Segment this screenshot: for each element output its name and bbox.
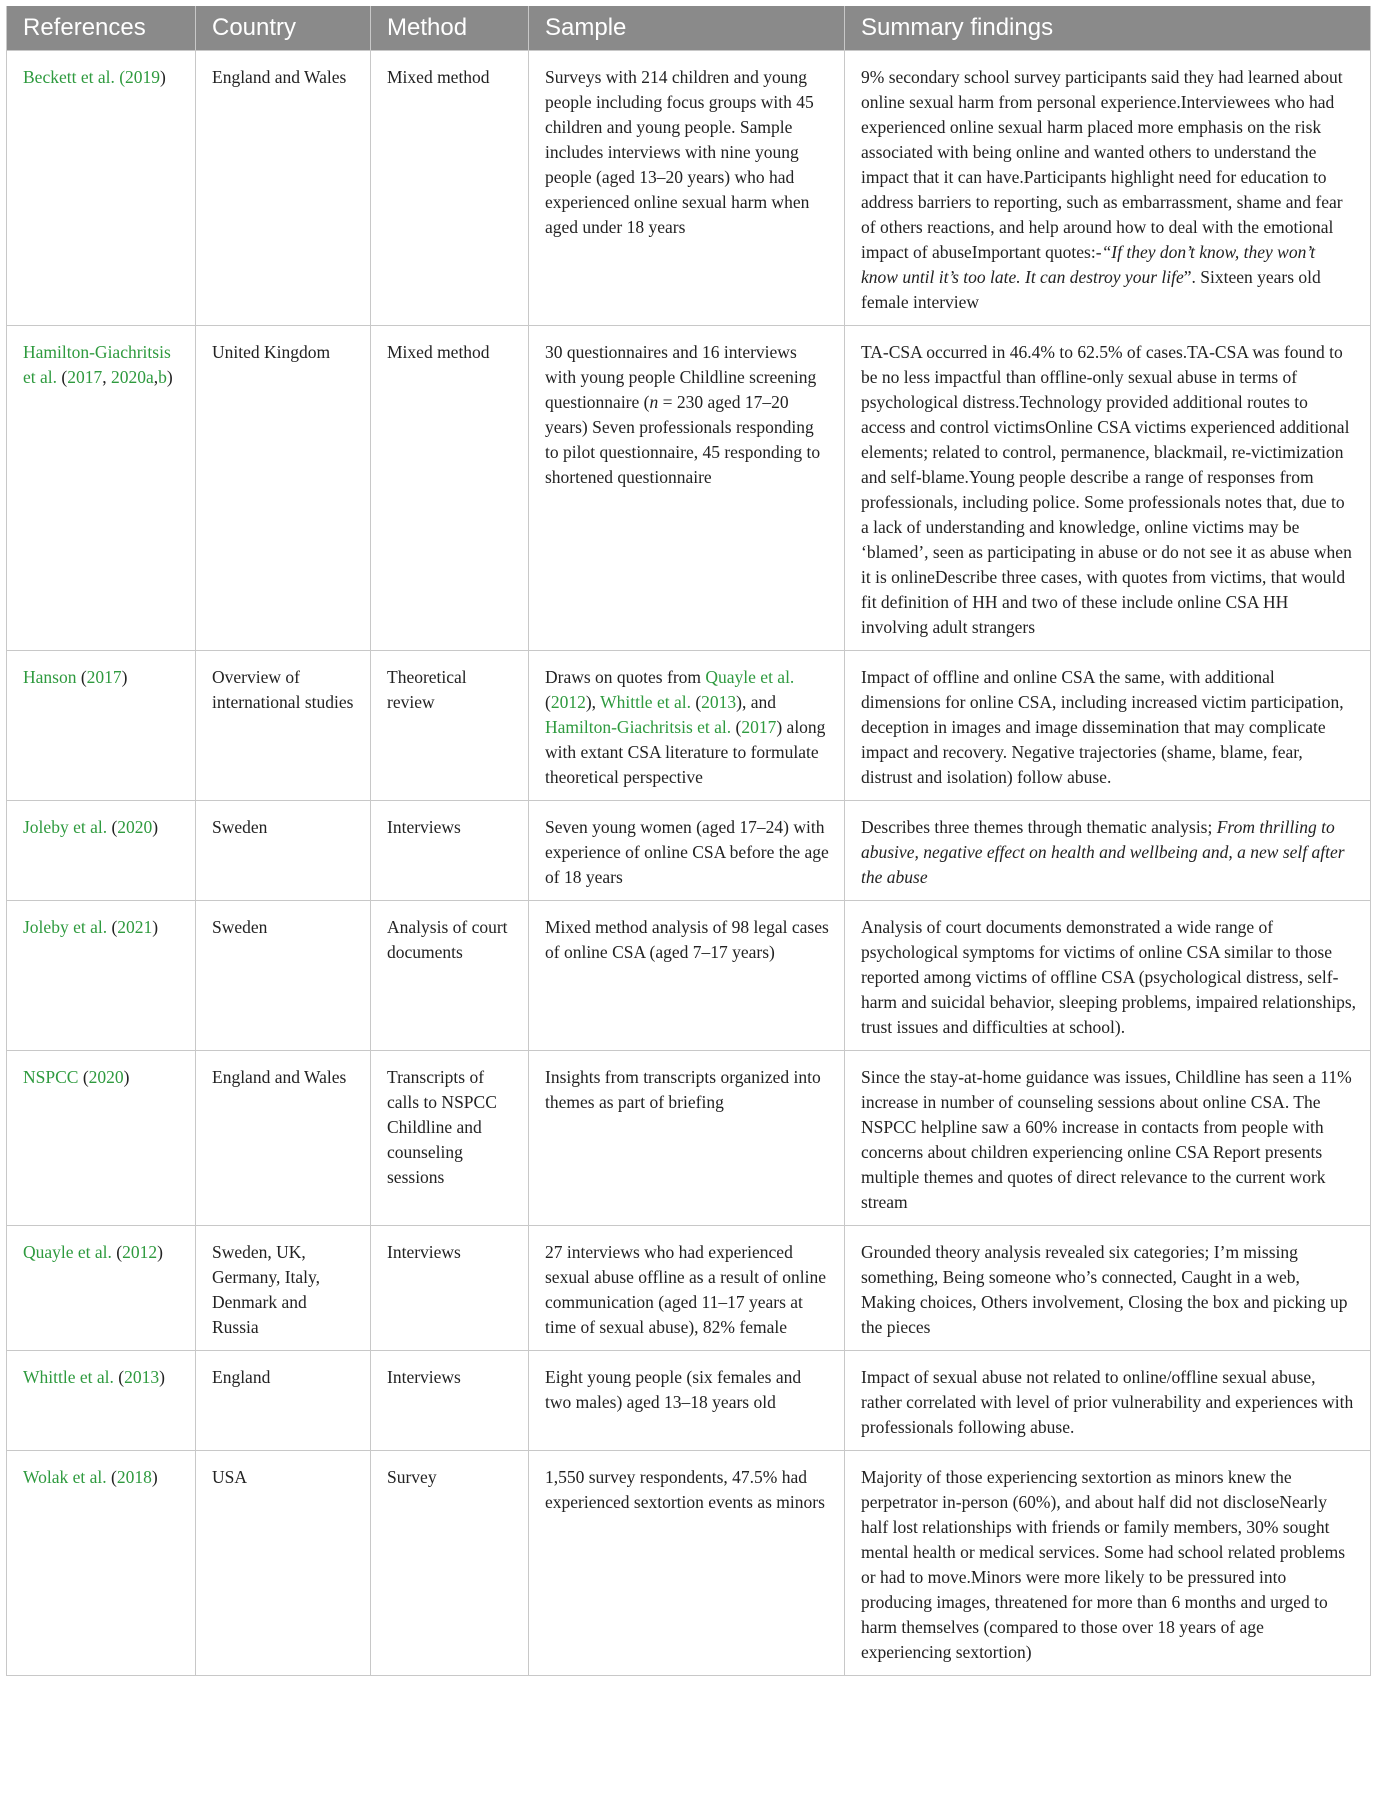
cell-sample: Seven young women (aged 17–24) with experience of online CSA before the age of 18 years [529, 801, 845, 901]
header-sample: Sample [529, 6, 845, 51]
quote-italic: “If they don’t know, they won’t know until it’s too late. It can destroy your life [861, 242, 1316, 287]
finding-line: Minors were more likely to be pressured into producing images, threatened for more than 6 months and urged to harm themselves (compared to those over 18 years of age experiencing sextortion) [861, 1567, 1328, 1662]
finding-line: Analysis of court documents demonstrated a wide range of psychological symptoms for victims of online CSA similar to those reported among victims of offline CSA (psychological distress, self-harm and suicidal behavior, sleeping problems, impaired relationships, trust issues and difficulties at school). [861, 917, 1357, 1037]
cell-country: England and Wales [196, 51, 371, 326]
citation-text: ) [152, 917, 159, 937]
finding-line: Since the stay-at-home guidance was issues, Childline has seen a 11% increase in number of counseling sessions about online CSA. The NSPCC helpline saw a 60% increase in contacts from people with concerns about children experiencing online CSA Report presents multiple themes and quotes of direct relevance to the current work stream [861, 1067, 1352, 1212]
cell-sample [529, 651, 845, 801]
table-row [7, 51, 1371, 326]
cell-reference [7, 1351, 196, 1451]
table-row [7, 1351, 1371, 1451]
cell-findings [845, 651, 1371, 801]
cell-reference [7, 51, 196, 326]
finding-line: Describe three cases, with quotes from victims, that would fit definition of HH and two of these include online CSA HH involving adult strangers [861, 567, 1346, 637]
citation-link[interactable]: Whittle et al. [23, 1367, 114, 1387]
citation-link[interactable]: 2013 [124, 1367, 160, 1387]
citation-link[interactable]: 2018 [116, 1467, 152, 1487]
cell-sample [529, 326, 845, 651]
cell-reference [7, 651, 196, 801]
finding-line: Interviewees who had experienced online sexual harm placed more emphasis on the risk associated with being online and wanted others to understand the impact that it can have. [861, 92, 1335, 187]
cell-method: Survey [371, 1451, 529, 1676]
sample-text: = 230 aged 17–20 years) Seven professionals responding to pilot questionnaire, 45 responding to shortened questionnaire [545, 392, 821, 487]
cell-sample: Insights from transcripts organized into themes as part of briefing [529, 1051, 845, 1226]
finding-line: Online CSA victims experienced additional elements; related to control, permanence, blackmail, re-victimization and self-blame. [861, 417, 1350, 487]
citation-text: ( [57, 367, 68, 387]
quote-attribution: ”. Sixteen years old female interview [861, 267, 1321, 312]
citation-link[interactable]: NSPCC [23, 1067, 79, 1087]
header-country: Country [196, 6, 371, 51]
citation-link[interactable]: Quayle et al. [705, 667, 795, 687]
citation-text: ( [107, 917, 118, 937]
citation-link[interactable]: 2021 [117, 917, 153, 937]
cell-findings [845, 326, 1371, 651]
table-row [7, 801, 1371, 901]
citation-link[interactable]: 2012 [122, 1242, 158, 1262]
sample-text: 30 questionnaires and 16 interviews with young people Childline screening questionnaire ( [545, 342, 817, 412]
cell-findings [845, 1226, 1371, 1351]
citation-link[interactable]: 2020a [110, 367, 154, 387]
cell-method: Theoretical review [371, 651, 529, 801]
citation-link[interactable]: Hanson [23, 667, 77, 687]
citation-text: ( [106, 1467, 117, 1487]
cell-method: Transcripts of calls to NSPCC Childline and counseling sessions [371, 1051, 529, 1226]
finding-line: Participants highlight need for education to address barriers to reporting, such as embarrassment, shame and fear of others reactions, and help around how to deal with the emotional impact of abuse [861, 167, 1343, 262]
finding-line: Important quotes:- [971, 242, 1102, 262]
citation-text: ) [152, 817, 159, 837]
cell-reference [7, 1451, 196, 1676]
citation-text: ) [123, 1067, 130, 1087]
cell-country: Sweden [196, 801, 371, 901]
citation-text: ( [107, 817, 118, 837]
header-method: Method [371, 6, 529, 51]
finding-line: Young people describe a range of responses from professionals, including police. Some professionals notes that, due to a lack of understanding and knowledge, online victims may be ‘blamed’, seen as participating in abuse or do not see it as abuse when it is online [861, 467, 1352, 587]
cell-reference [7, 801, 196, 901]
citation-link[interactable]: Wolak et al. [23, 1467, 107, 1487]
citation-link[interactable]: 2012 [550, 692, 586, 712]
cell-method: Analysis of court documents [371, 901, 529, 1051]
cell-sample: Eight young people (six females and two males) aged 13–18 years old [529, 1351, 845, 1451]
citation-link[interactable]: Joleby et al. [23, 817, 108, 837]
cell-reference [7, 901, 196, 1051]
table-header [7, 6, 1371, 51]
citation-link[interactable]: Whittle et al. [600, 692, 691, 712]
citation-text: ) [121, 667, 128, 687]
citation-text: ( [731, 717, 742, 737]
finding-line: TA-CSA was found to be no less impactful than offline-only sexual abuse in terms of psychological distress. [861, 342, 1343, 412]
citation-link[interactable]: Hamilton-Giachritsis et al. [23, 342, 171, 387]
cell-method: Interviews [371, 1351, 529, 1451]
citation-text: ) [160, 67, 166, 87]
table-row [7, 1451, 1371, 1676]
citation-text: ) [166, 367, 173, 387]
summary-table [6, 6, 1371, 1676]
citation-link[interactable]: Beckett et al. ( [23, 67, 126, 87]
citation-text: , [153, 367, 159, 387]
cell-method: Mixed method [371, 51, 529, 326]
citation-link[interactable]: 2017 [741, 717, 777, 737]
citation-link[interactable]: b [158, 367, 167, 387]
finding-line: Impact of offline and online CSA the same, with additional dimensions for online CSA, including increased victim participation, deception in images and image dissemination that may complicate impact and recovery. Negative trajectories (shame, blame, fear, distrust and isolation) follow abuse. [861, 667, 1344, 787]
table-row [7, 651, 1371, 801]
citation-link[interactable]: 2013 [701, 692, 737, 712]
table-row [7, 901, 1371, 1051]
cell-method: Interviews [371, 801, 529, 901]
citation-link[interactable]: Joleby et al. [23, 917, 108, 937]
cell-country: Sweden [196, 901, 371, 1051]
finding-line: TA-CSA occurred in 46.4% to 62.5% of cases. [861, 342, 1188, 362]
citation-text: , [102, 367, 111, 387]
citation-text: ) along with extant CSA literature to formulate theoretical perspective [545, 717, 826, 787]
citation-link[interactable]: Hamilton-Giachritsis et al. [545, 717, 732, 737]
finding-line: Majority of those experiencing sextortion as minors knew the perpetrator in-person (60%), and about half did not disclose [861, 1467, 1292, 1512]
citation-text: ), [585, 692, 601, 712]
table-body [7, 51, 1371, 1676]
cell-findings [845, 901, 1371, 1051]
citation-text: Draws on quotes from [545, 667, 706, 687]
citation-link[interactable]: 2020 [117, 817, 153, 837]
cell-method: Mixed method [371, 326, 529, 651]
cell-findings [845, 51, 1371, 326]
table-row [7, 1226, 1371, 1351]
header-summary-findings: Summary findings [845, 6, 1371, 51]
finding-line: Nearly half lost relationships with friends or family members, 30% sought mental health or medical services. Some had school related problems or had to move. [861, 1492, 1346, 1587]
cell-reference [7, 1051, 196, 1226]
citation-text: ( [111, 1242, 123, 1262]
cell-sample: 27 interviews who had experienced sexual abuse offline as a result of online communication (aged 11–17 years at time of sexual abuse), 82% female [529, 1226, 845, 1351]
citation-text: ) [159, 1367, 165, 1387]
cell-country: USA [196, 1451, 371, 1676]
citation-link[interactable]: Quayle et al. [23, 1242, 112, 1262]
cell-findings [845, 1351, 1371, 1451]
cell-findings [845, 1051, 1371, 1226]
citation-link[interactable]: 2019 [125, 67, 161, 87]
cell-reference [7, 326, 196, 651]
finding-themes: From thrilling to abusive, negative effect on health and wellbeing and, a new self after the abuse [861, 817, 1345, 887]
finding-line: Grounded theory analysis revealed six categories; I’m missing something, Being someone who’s connected, Caught in a web, Making choices, Others involvement, Closing the box and picking up the pieces [861, 1242, 1348, 1337]
header-references: References [7, 6, 196, 51]
table-row [7, 1051, 1371, 1226]
cell-country: England [196, 1351, 371, 1451]
citation-link[interactable]: 2017 [86, 667, 122, 687]
citation-text: ), and [736, 692, 777, 712]
cell-sample: Surveys with 214 children and young people including focus groups with 45 children and young people. Sample includes interviews with nine young people (aged 13–20 years) who had experienced online sexual harm when aged under 18 years [529, 51, 845, 326]
citation-text: ) [157, 1242, 163, 1262]
cell-country: Sweden, UK, Germany, Italy, Denmark and Russia [196, 1226, 371, 1351]
citation-text: ) [151, 1467, 158, 1487]
citation-text: ( [545, 692, 551, 712]
sample-n: n [649, 392, 659, 412]
finding-line: Impact of sexual abuse not related to online/offline sexual abuse, rather correlated with level of prior vulnerability and experiences with professionals following abuse. [861, 1367, 1354, 1437]
cell-findings [845, 1451, 1371, 1676]
citation-text: ( [690, 692, 702, 712]
cell-country: England and Wales [196, 1051, 371, 1226]
citation-text: ( [76, 667, 87, 687]
cell-method: Interviews [371, 1226, 529, 1351]
table-row [7, 326, 1371, 651]
cell-sample: Mixed method analysis of 98 legal cases of online CSA (aged 7–17 years) [529, 901, 845, 1051]
finding-text: Describes three themes through thematic analysis; [861, 817, 1217, 837]
finding-line: Technology provided additional routes to access and control victims [861, 392, 1308, 437]
cell-reference [7, 1226, 196, 1351]
finding-line: 9% secondary school survey participants said they had learned about online sexual harm from personal experience. [861, 67, 1343, 112]
cell-findings [845, 801, 1371, 901]
cell-country: Overview of international studies [196, 651, 371, 801]
citation-link[interactable]: 2020 [88, 1067, 124, 1087]
citation-link[interactable]: 2017 [67, 367, 103, 387]
cell-country: United Kingdom [196, 326, 371, 651]
citation-text: ( [113, 1367, 125, 1387]
citation-text: ( [78, 1067, 89, 1087]
cell-sample: 1,550 survey respondents, 47.5% had experienced sextortion events as minors [529, 1451, 845, 1676]
